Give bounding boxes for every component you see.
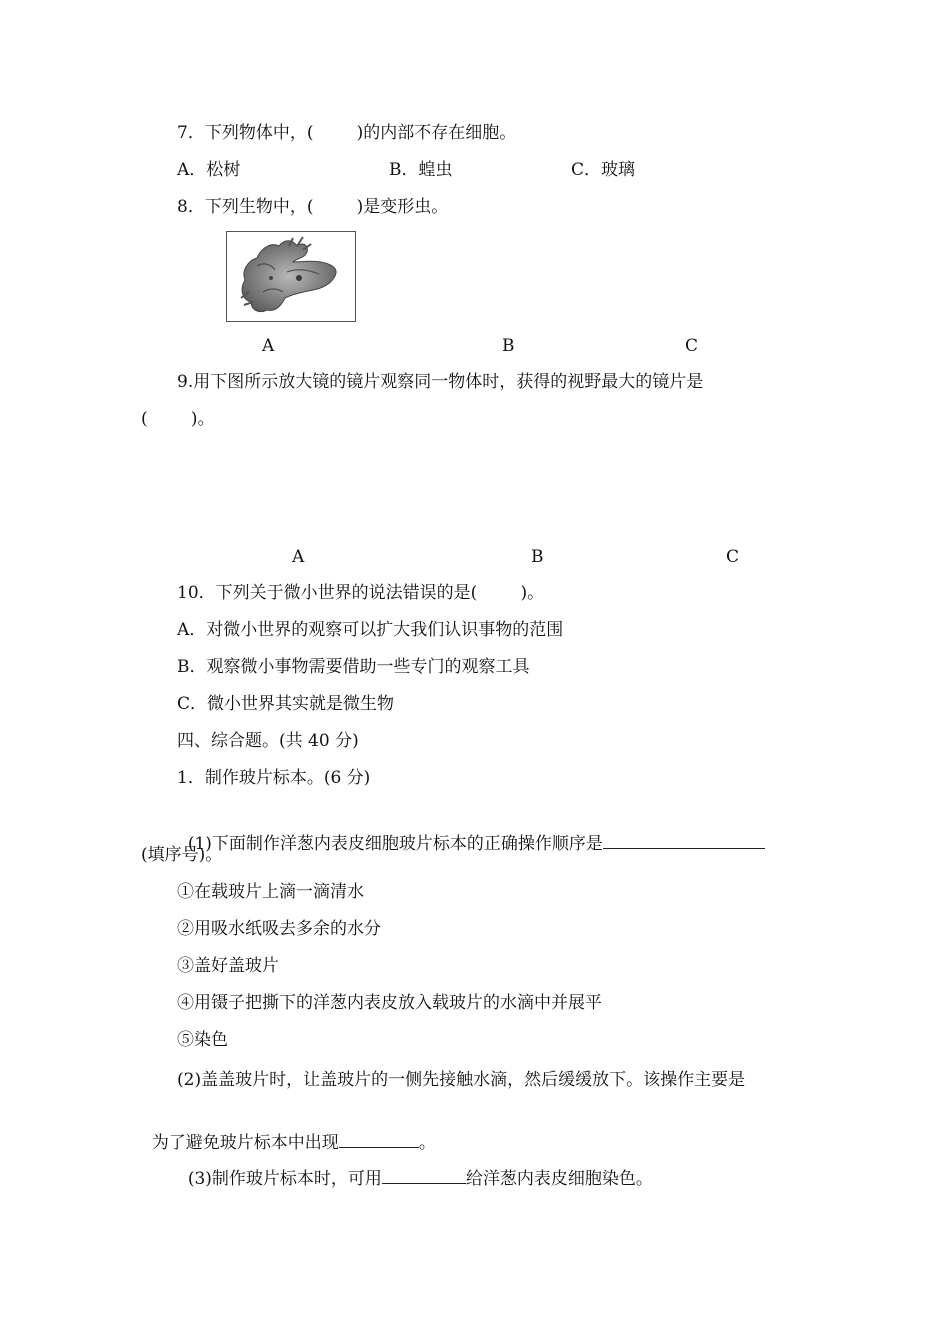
q10-option-b: B．观察微小事物需要借助一些专门的观察工具 (177, 657, 530, 677)
step-5: ⑤染色 (177, 1030, 228, 1050)
sub3-text-b: 给洋葱内表皮细胞染色。 (465, 1169, 653, 1189)
organism-specimen-photo (227, 232, 355, 321)
q10-stem: 10．下列关于微小世界的说法错误的是( )。 (177, 583, 545, 603)
q7-option-c: C．玻璃 (571, 160, 636, 180)
sub1-answer-blank[interactable] (603, 830, 765, 849)
q8-label-a: A (262, 336, 275, 356)
step-1: ①在载玻片上滴一滴清水 (177, 882, 364, 902)
q10-option-c: C．微小世界其实就是微生物 (177, 694, 395, 714)
sub3-text-a: (3)制作玻片标本时，可用 (187, 1169, 382, 1189)
section4-item1-title: 1．制作玻片标本。(6 分) (177, 768, 371, 788)
q7-stem: 7．下列物体中，( )的内部不存在细胞。 (177, 123, 517, 143)
step-2: ②用吸水纸吸去多余的水分 (177, 919, 381, 939)
q9-stem-line1: 9.用下图所示放大镜的镜片观察同一物体时，获得的视野最大的镜片是 (177, 372, 704, 392)
sub1-line1-text: (1)下面制作洋葱内表皮细胞玻片标本的正确操作顺序是 (187, 834, 603, 854)
q8-stem: 8．下列生物中，( )是变形虫。 (177, 197, 449, 217)
q9-label-b: B (531, 547, 544, 567)
q8-label-c: C (685, 336, 699, 356)
sub2-line2-text: 为了避免玻片标本中出现 (151, 1133, 339, 1153)
sub1-question (177, 806, 765, 856)
q9-label-a: A (292, 547, 305, 567)
sub2-line2-end: 。 (418, 1133, 436, 1153)
step-4: ④用镊子把撕下的洋葱内表皮放入载玻片的水滴中并展平 (177, 993, 602, 1013)
sub3-line (177, 1141, 653, 1191)
sub3-answer-blank[interactable] (382, 1165, 466, 1184)
q10-option-a: A．对微小世界的观察可以扩大我们认识事物的范围 (177, 620, 564, 640)
sub2-line1: (2)盖盖玻片时，让盖玻片的一侧先接触水滴，然后缓缓放下。该操作主要是 (177, 1070, 746, 1090)
q7-option-b: B．蝗虫 (389, 160, 453, 180)
section4-title: 四、综合题。(共 40 分) (177, 731, 359, 751)
q9-label-c: C (726, 547, 740, 567)
q9-stem-line2: ( )。 (141, 409, 215, 429)
q7-option-a: A．松树 (177, 160, 241, 180)
sub1-line2: (填序号)。 (141, 845, 223, 865)
q8-option-a-image (226, 231, 356, 322)
step-3: ③盖好盖玻片 (177, 956, 279, 976)
q8-label-b: B (502, 336, 515, 356)
